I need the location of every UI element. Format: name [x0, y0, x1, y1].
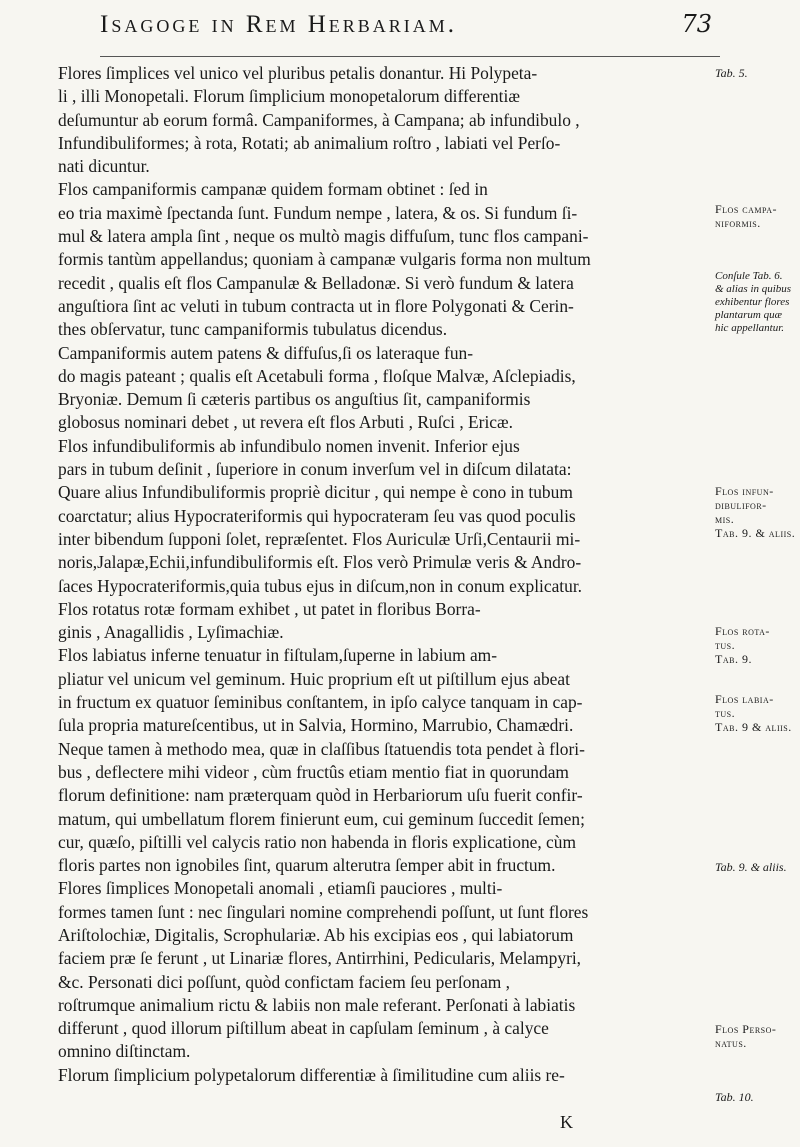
catchword: K [560, 1112, 573, 1132]
margin-note-tab9-aliis: Tab. 9. & aliis. [715, 860, 787, 874]
margin-note-flos-rotatus: Flos rota- tus. Tab. 9. [715, 624, 770, 666]
margin-note-consule: Conſule Tab. 6. & alias in quibus exhibentur flores plantarum quæ hic appellantur. [715, 270, 792, 334]
page-number: 73 [681, 10, 712, 38]
running-title: Isagoge in Rem Herbariam. [100, 11, 458, 38]
margin-note-flos-personatus: Flos Perso- natus. [715, 1022, 777, 1050]
margin-note-tab5: Tab. 5. [715, 66, 748, 80]
margin-note-flos-labiatus: Flos labia- tus. Tab. 9 & aliis. [715, 692, 792, 734]
page-header [100, 10, 720, 57]
margin-note-tab10: Tab. 10. [715, 1090, 754, 1104]
margin-note-flos-infundibuliformis: Flos infun- dibulifor- mis. Tab. 9. & aliis. [715, 484, 796, 540]
margin-note-flos-campaniformis: Flos campa- niformis. [715, 202, 778, 230]
body-text: Flores ſimplices vel unico vel pluribus petalis donantur. Hi Polypeta- li , illi Monopetali. Florum ſimplicium monopetalorum differentiæ deſumuntur ab eorum formâ. Campaniformes, à Campana; ab infundibulo , Infundibuliformes; à rota, Rotati; ab animalium roſtro , labiati vel Perſo- nati dicuntur. Flos campaniformis campanæ quidem formam obtinet : ſed in eo tria maximè ſpectanda ſunt. Fundum nempe , latera, & os. Si fundum ſi- mul & latera ampla ſint , neque os multò magis diffuſum, tunc flos campani- formis tantùm appellandus; quoniam à campanæ vulgaris forma non multum recedit , qualis eſt flos Campanulæ & Belladonæ. Si verò fundum & latera anguſtiora ſint ac veluti in tubum contracta ut in flore Polygonati & Cerin- thes obſervatur, tunc campaniformis tubulatus dicendus. Campaniformis autem patens & diffuſus,ſi os lateraque fun- do magis pateant ; qualis eſt Acetabuli forma , floſque Malvæ, Aſclepiadis, Bryoniæ. Demum ſi cæteris partibus os anguſtius ſit, campaniformis globosus nominari debet , ut revera eſt flos Arbuti , Ruſci , Ericæ. Flos infundibuliformis ab infundibulo nomen invenit. Inferior ejus pars in tubum deſinit , ſuperiore in conum inverſum vel in diſcum dilatata: Quare alius Infundibuliformis propriè dicitur , qui nempe è cono in tubum coarctatur; alius Hypocrateriformis qui hypocrateram ſeu vas quod poculis inter bibendum ſupponi ſolet, repræſentet. Flos Auriculæ Urſi,Centaurii mi- noris,Jalapæ,Echii,infundibuliformis eſt. Flos verò Primulæ veris & Andro- ſaces Hypocrateriformis,quia tubus ejus in diſcum,non in conum explicatur. Flos rotatus rotæ formam exhibet , ut patet in floribus Borra- ginis , Anagallidis , Lyſimachiæ. Flos labiatus inferne tenuatur in fiſtulam,ſuperne in labium am- pliatur vel unicum vel geminum. Huic proprium eſt ut piſtillum ejus abeat in fructum ex quatuor ſeminibus conſtantem, in ipſo calyce tanquam in cap- ſula propria matureſcentibus, ut in Salvia, Hormino, Marrubio, Chamædri. Neque tamen à methodo mea, quæ in claſſibus ſtatuendis tota pendet à flori- bus , deflectere mihi videor , cùm fructûs etiam mentio fiat in quorundam florum definitione: nam præterquam quòd in Herbariorum uſu fuerit confir- matum, qui umbellatum florem finierunt eum, cui geminum ſuccedit ſemen; cur, quæſo, piſtilli vel calycis ratio non habenda in floris explicatione, cùm floris partes non ignobiles ſint, quarum alterutra ſemper abit in fructum. Flores ſimplices Monopetali anomali , etiamſi pauciores , multi- formes tamen ſunt : nec ſingulari nomine comprehendi poſſunt, ut ſunt flores Ariſtolochiæ, Digitalis, Scrophulariæ. Ab his excipias eos , qui labiatorum faciem præ ſe ferunt , ut Linariæ flores, Antirrhini, Pedicularis, Melampyri, &c. Personati dici poſſunt, quòd confictam faciem ſeu perſonam , roſtrumque animalium rictu & labiis non male referant. Perſonati à labiatis differunt , quod illorum piſtillum abeat in capſulam ſeminum , à calyce omnino diſtinctam. Florum ſimplicium polypetalorum differentiæ à ſimilitudine cum aliis re- [58, 63, 591, 1085]
